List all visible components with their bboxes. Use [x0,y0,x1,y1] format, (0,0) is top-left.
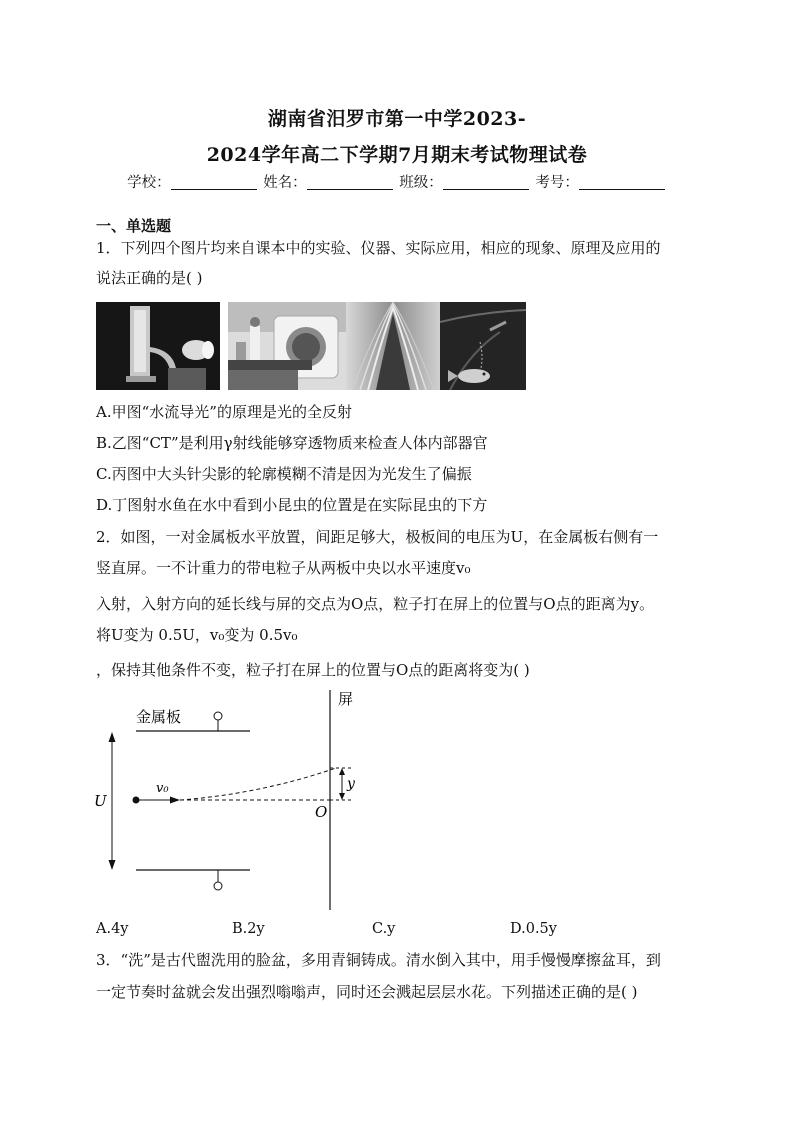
trajectory [180,768,336,800]
screen-label: 屏 [338,690,354,708]
q2-diagram [90,686,380,916]
q1-option-a: A.甲图“水流导光”的原理是光的全反射 [96,403,352,421]
top-terminal [214,712,222,720]
q1-option-d: D.丁图射水鱼在水中看到小昆虫的位置是在实际昆虫的下方 [96,496,488,514]
name-blank[interactable] [307,175,393,190]
plate-label: 金属板 [136,708,182,726]
class-blank[interactable] [443,175,529,190]
title-line-1: 湖南省汨罗市第一中学2023- [267,108,527,130]
voltage-label: U [94,792,107,810]
deflection-label: y [347,776,355,792]
bottom-terminal [214,882,222,890]
school-blank[interactable] [171,175,257,190]
name-label: 姓名： [263,175,307,191]
q2-option-b: B.2y [232,921,265,937]
exam-number-label: 考号： [535,175,579,191]
q2-option-c: C.y [372,921,396,937]
q2-option-a: A.4y [96,921,129,937]
photo-ct-scanner [228,302,346,390]
q3-line-2: 一定节奏时盆就会发出强烈嗡嗡声，同时还会溅起层层水花。下列描述正确的是( ) [96,983,638,1001]
q1-option-b: B.乙图“CT”是利用γ射线能够穿透物质来检查人体内部器官 [96,434,488,452]
q1-option-c: C.丙图中大头针尖影的轮廓模糊不清是因为光发生了偏振 [96,465,472,483]
q2-line-5: ，保持其他条件不变，粒子打在屏上的位置与O点的距离将变为( ) [96,661,530,679]
q3-line-1: 3．“洗”是古代盥洗用的脸盆，多用青铜铸成。清水倒入其中，用手慢慢摩擦盆耳，到 [96,951,661,969]
origin-label: O [315,803,328,821]
school-label: 学校： [127,175,171,191]
velocity-label: v₀ [156,781,169,796]
section-heading: 一、单选题 [96,217,172,235]
q2-line-2: 竖直屏。一不计重力的带电粒子从两板中央以水平速度v₀ [96,559,471,577]
q2-option-d: D.0.5y [510,921,557,937]
q1-stem-line-2: 说法正确的是( ) [96,269,203,287]
photo-pin-shadow [346,302,440,390]
student-info-row [0,171,794,192]
q2-line-3: 入射，入射方向的延长线与屏的交点为O点，粒子打在屏上的位置与O点的距离为y。 [96,595,655,613]
exam-number-blank[interactable] [579,175,665,190]
class-label: 班级： [399,175,443,191]
q2-line-1: 2．如图，一对金属板水平放置，间距足够大，极板间的电压为U，在金属板右侧有一 [96,528,659,546]
title-line-2: 2024学年高二下学期7月期末考试物理试卷 [206,144,588,166]
q2-line-4: 将U变为 0.5U，v₀变为 0.5v₀ [96,626,298,644]
q1-stem-line-1: 1．下列四个图片均来自课本中的实验、仪器、实际应用，相应的现象、原理及应用的 [96,239,661,257]
photo-water-light-guide [96,302,220,390]
photo-archer-fish [440,302,526,390]
